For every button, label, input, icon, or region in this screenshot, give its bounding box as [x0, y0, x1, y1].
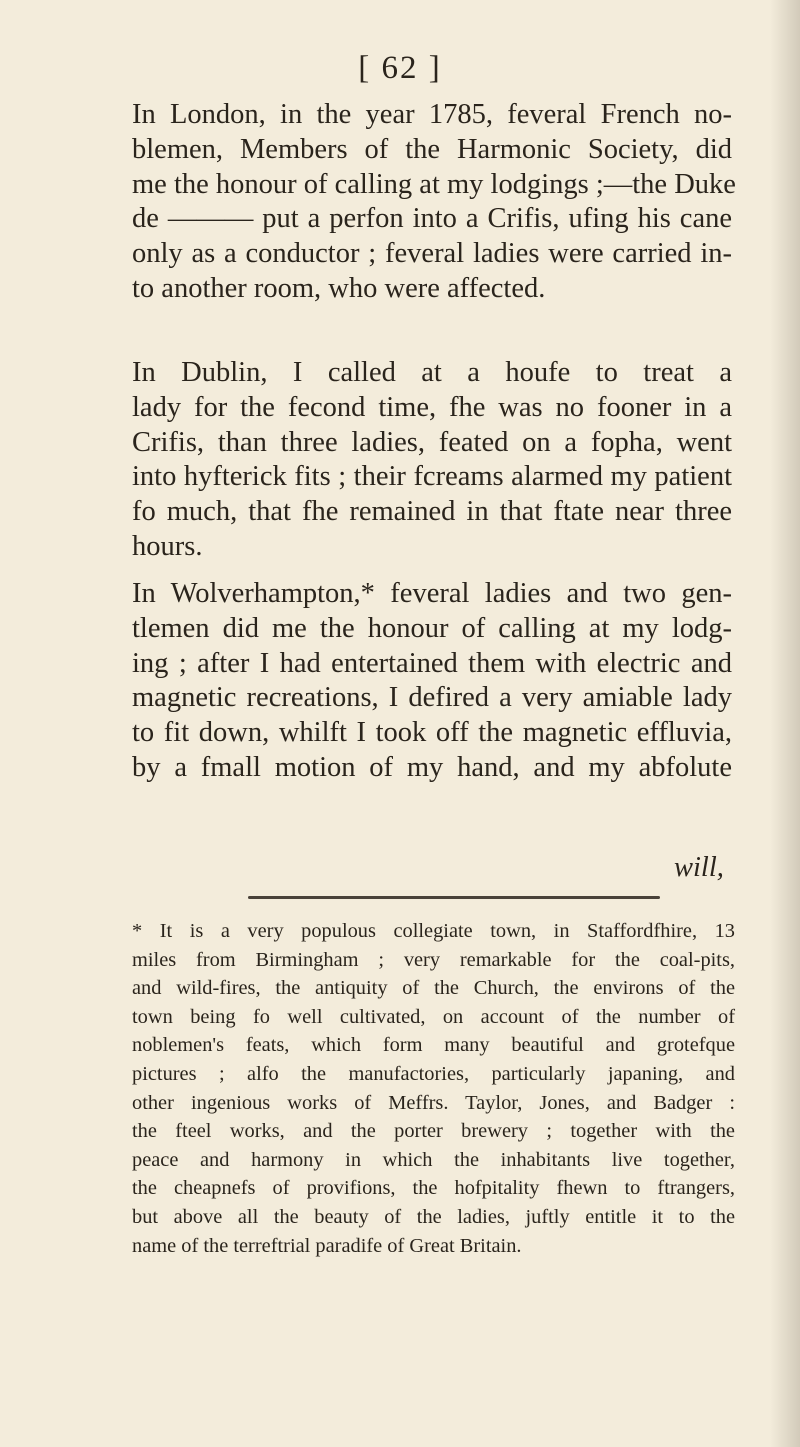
- text-line: Crifis, than three ladies, feated on a fopha, went: [132, 426, 732, 458]
- text-line: In Wolverhampton,* feveral ladies and two gen-: [132, 578, 732, 609]
- page-edge-shadow: [770, 0, 800, 1447]
- text-line: to fit down, whilft I took off the magnetic effluvia,: [132, 717, 732, 749]
- footnote-line: town being fo well cultivated, on account of the number of: [132, 1005, 735, 1028]
- paragraph-wolverhampton: [132, 577, 732, 786]
- catchword: will,: [674, 852, 724, 883]
- text-line: ing ; after I had entertained them with electric and: [132, 647, 732, 679]
- text-line: into hyfterick fits ; their fcreams alarmed my patient: [132, 461, 732, 493]
- text-line: blemen, Members of the Harmonic Society, did: [132, 133, 732, 165]
- footnote-line: miles from Birmingham ; very remarkable for the coal-pits,: [132, 948, 735, 971]
- footnote-rule: [248, 896, 660, 899]
- text-line: de ——— put a perfon into a Crifis, ufing his cane: [132, 203, 732, 235]
- text-line: In Dublin, I called at a houfe to treat a: [132, 357, 732, 388]
- footnote: [132, 917, 735, 1260]
- paragraph-dublin: [132, 356, 732, 565]
- footnote-line: but above all the beauty of the ladies, juftly entitle it to the: [132, 1205, 735, 1228]
- text-line: hours.: [132, 530, 203, 562]
- text-line: by a fmall motion of my hand, and my abfolute: [132, 751, 732, 783]
- footnote-line: the fteel works, and the porter brewery ; together with the: [132, 1120, 735, 1143]
- text-line: to another room, who were affected.: [132, 272, 546, 304]
- footnote-line: and wild-fires, the antiquity of the Church, the environs of the: [132, 977, 735, 1000]
- footnote-line: the cheapnefs of provifions, the hofpitality fhewn to ftrangers,: [132, 1177, 735, 1200]
- paragraph-london: [132, 98, 736, 307]
- text-line: lady for the fecond time, fhe was no fooner in a: [132, 391, 732, 423]
- footnote-line: pictures ; alfo the manufactories, particularly japaning, and: [132, 1062, 735, 1085]
- footnote-line: peace and harmony in which the inhabitants live together,: [132, 1148, 735, 1171]
- footnote-line: other ingenious works of Meffrs. Taylor, Jones, and Badger :: [132, 1091, 735, 1114]
- footnote-line: * It is a very populous collegiate town, in Staffordfhire, 13: [132, 920, 735, 942]
- footnote-line: name of the terreftrial paradife of Great Britain.: [132, 1234, 522, 1257]
- text-line: only as a conductor ; feveral ladies were carried in-: [132, 238, 732, 270]
- text-line: fo much, that fhe remained in that ftate near three: [132, 496, 732, 528]
- text-line: magnetic recreations, I defired a very amiable lady: [132, 682, 732, 714]
- page-number: [ 62 ]: [358, 50, 442, 86]
- text-line: me the honour of calling at my lodgings ;—the Duke: [132, 168, 736, 200]
- footnote-line: noblemen's feats, which form many beautiful and grotefque: [132, 1034, 735, 1057]
- text-line: In London, in the year 1785, feveral French no-: [132, 99, 732, 130]
- text-line: tlemen did me the honour of calling at my lodg-: [132, 612, 732, 644]
